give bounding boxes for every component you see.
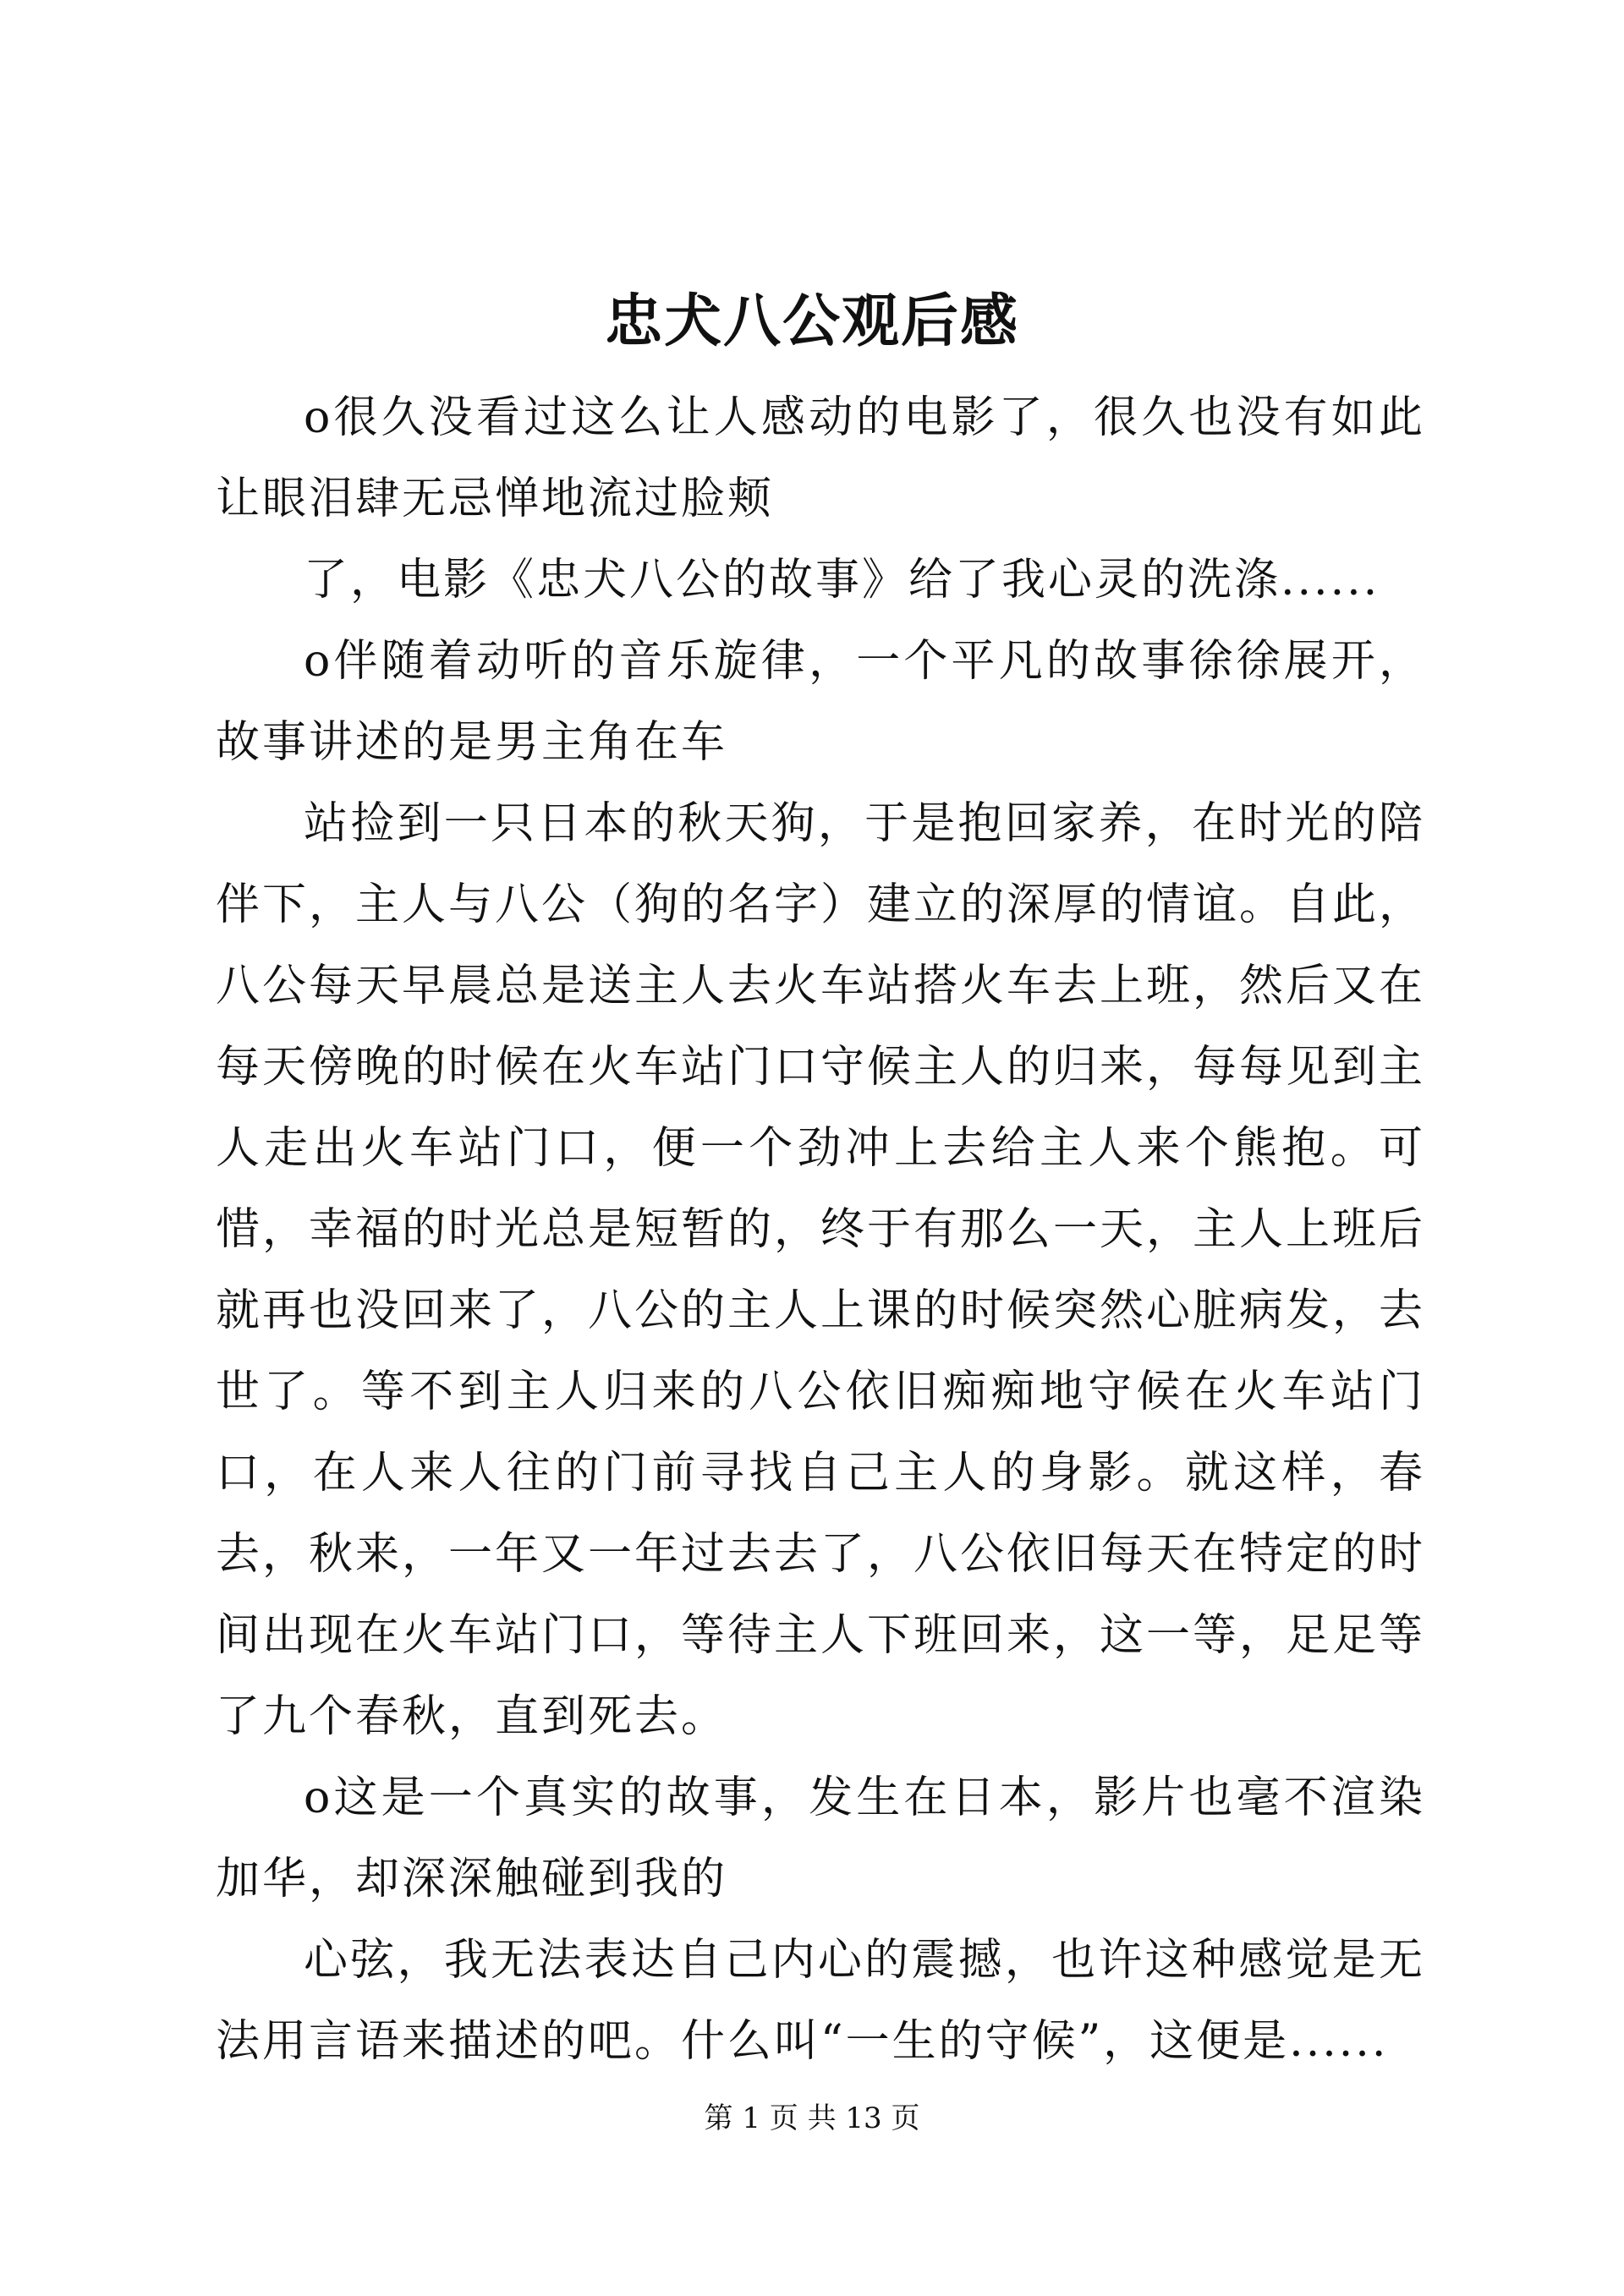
paragraph: 了，电影《忠犬八公的故事》给了我心灵的洗涤......	[304, 555, 1380, 606]
document-body	[216, 377, 1425, 2082]
document-title: 忠犬八公观后感	[604, 288, 1019, 355]
paragraph: o伴随着动听的音乐旋律，一个平凡的故事徐徐展开，故事讲述的是男主角在车	[216, 636, 1425, 768]
paragraph: 心弦，我无法表达自己内心的震撼，也许这种感觉是无法用言语来描述的吧。什么叫“一生的守候”，这便是......	[216, 1935, 1425, 2067]
paragraph: o很久没看过这么让人感动的电影了，很久也没有如此让眼泪肆无忌惮地流过脸颊	[216, 392, 1425, 524]
page-number-footer: 第 1 页 共 13 页	[704, 2101, 920, 2135]
paragraph: 站捡到一只日本的秋天狗，于是抱回家养，在时光的陪伴下，主人与八公（狗的名字）建立的深厚的情谊。自此，八公每天早晨总是送主人去火车站搭火车去上班，然后又在每天傍晚的时候在火车站门口守候主人的归来，每每见到主人走出火车站门口，便一个劲冲上去给主人来个熊抱。可惜，幸福的时光总是短暂的，终于有那么一天，主人上班后就再也没回来了，八公的主人上课的时候突然心脏病发，去世了。等不到主人归来的八公依旧痴痴地守候在火车站门口，在人来人往的门前寻找自己主人的身影。就这样，春去，秋来，一年又一年过去去了，八公依旧每天在特定的时间出现在火车站门口，等待主人下班回来，这一等，足足等了九个春秋，直到死去。	[216, 798, 1426, 1742]
paragraph: o这是一个真实的故事，发生在日本，影片也毫不渲染加华，却深深触碰到我的	[216, 1773, 1425, 1904]
